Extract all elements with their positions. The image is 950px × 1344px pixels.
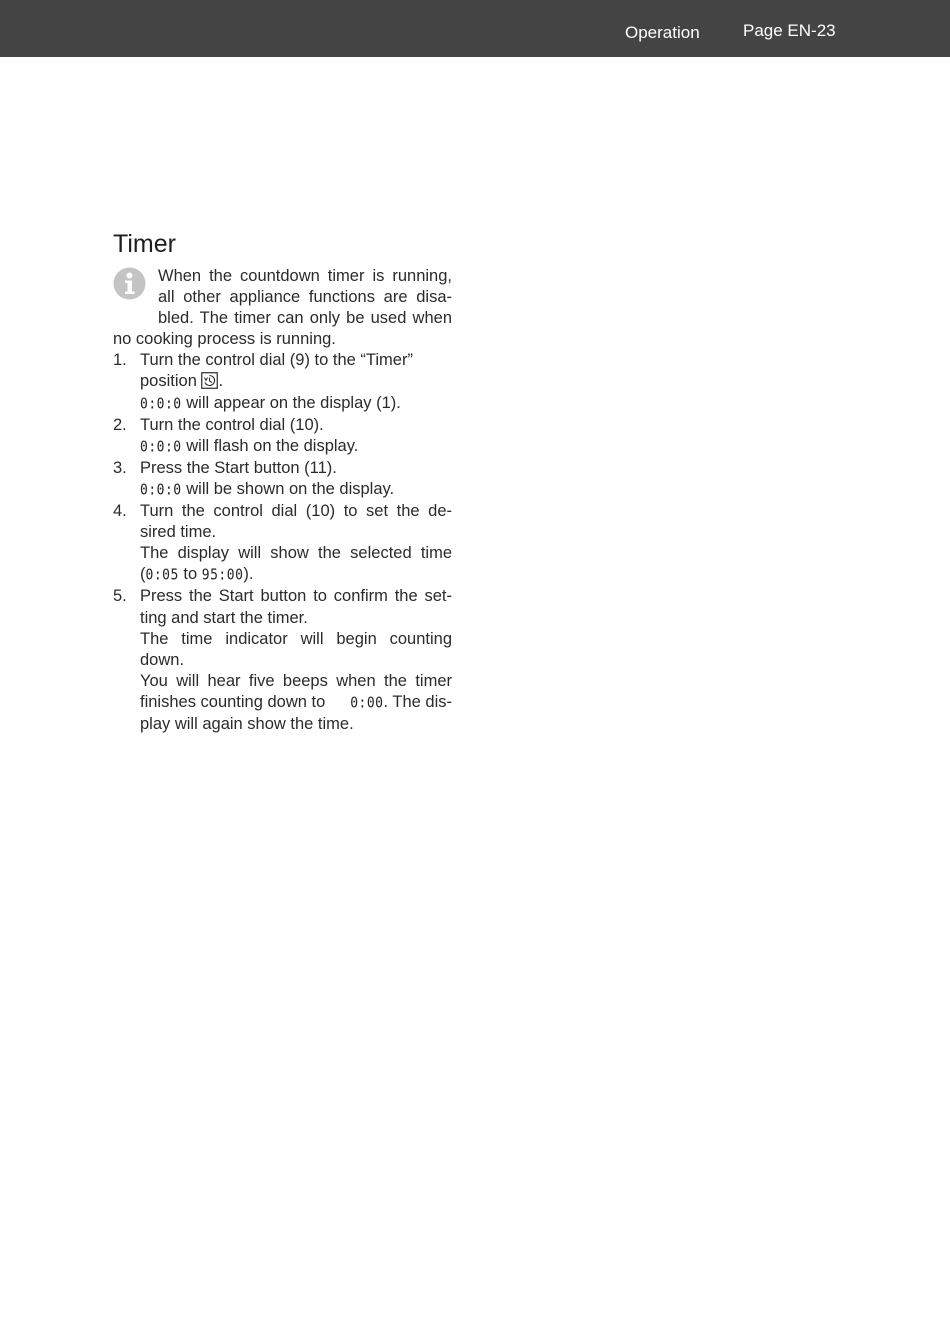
display-readout: 0:00 xyxy=(350,694,384,712)
step-text: Turn the control dial (10) to set the de- xyxy=(140,502,452,521)
step-text: The display will show the selected time xyxy=(140,544,452,563)
step-text: will be shown on the display. xyxy=(186,479,395,498)
display-readout: 95:00 xyxy=(201,567,244,585)
step-text: will flash on the display. xyxy=(186,436,359,455)
step-line xyxy=(140,393,452,415)
info-icon xyxy=(113,267,146,300)
info-note xyxy=(113,266,452,350)
step-text: to xyxy=(183,565,198,584)
step-1 xyxy=(113,350,452,414)
step-text: You will hear five beeps when the timer xyxy=(140,671,452,690)
step-text: ). xyxy=(243,565,254,584)
step-text: The time indicator will begin counting xyxy=(140,629,452,648)
step-line xyxy=(140,436,452,458)
step-number: 4. xyxy=(113,502,127,521)
step-text: . The dis- xyxy=(383,692,452,711)
display-readout: 0:0:0 xyxy=(140,395,182,413)
step-text: finishes counting down to xyxy=(140,692,326,711)
section-title: Timer xyxy=(113,230,176,258)
step-text: Press the Start button to confirm the set- xyxy=(140,587,452,606)
timer-position-icon xyxy=(201,372,218,389)
step-text: Turn the control dial (9) to the “Timer” xyxy=(140,351,413,370)
step-line xyxy=(140,479,452,501)
step-5 xyxy=(113,586,452,735)
note-line-3: bled. The timer can only be used when xyxy=(158,309,452,328)
step-line xyxy=(140,350,452,371)
step-text: Press the Start button (11). xyxy=(140,458,337,477)
step-number: 3. xyxy=(113,458,127,477)
step-2 xyxy=(113,415,452,458)
step-text: ting and start the timer. xyxy=(140,608,308,627)
display-readout: 0:0:0 xyxy=(140,438,182,456)
display-readout: 0:0:0 xyxy=(140,481,182,500)
main-content xyxy=(113,228,452,735)
step-text: . xyxy=(218,372,224,391)
step-text: down. xyxy=(140,650,185,669)
step-number: 2. xyxy=(113,415,127,434)
step-text: position xyxy=(140,372,197,391)
steps-list xyxy=(113,350,452,735)
header-section-title: Operation xyxy=(625,23,700,42)
step-number: 1. xyxy=(113,351,127,370)
step-line xyxy=(140,371,452,392)
header-page-number: Page EN-23 xyxy=(743,21,836,40)
step-4 xyxy=(113,501,452,586)
step-text: ( xyxy=(140,565,146,584)
step-line xyxy=(140,564,452,586)
note-line-2: all other appliance functions are disa- xyxy=(158,288,452,307)
step-number: 5. xyxy=(113,587,127,606)
step-text: sired time. xyxy=(140,523,217,542)
step-3 xyxy=(113,458,452,501)
step-line xyxy=(140,692,452,714)
step-text: Turn the control dial (10). xyxy=(140,415,324,434)
note-line-1: When the countdown timer is running, xyxy=(158,267,452,285)
display-readout: 0:05 xyxy=(145,567,179,585)
step-text: will appear on the display (1). xyxy=(186,393,401,412)
step-text: play will again show the time. xyxy=(140,714,354,733)
note-line-4: no cooking process is running. xyxy=(113,330,336,349)
